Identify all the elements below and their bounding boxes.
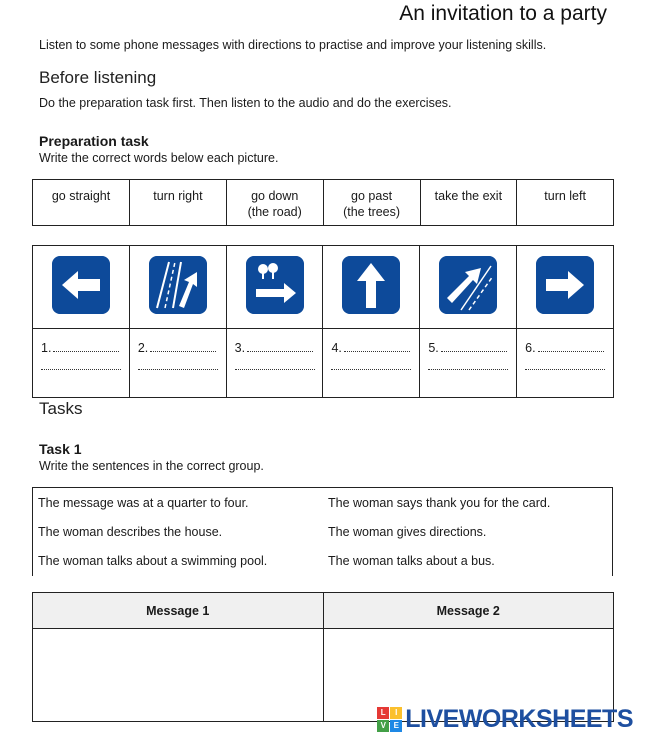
sentence-item[interactable]: The woman describes the house. bbox=[38, 525, 223, 539]
word-bank-cell bbox=[420, 180, 517, 226]
task1-heading: Task 1 bbox=[39, 441, 82, 457]
logo-blocks-icon bbox=[377, 707, 402, 732]
answer-line[interactable] bbox=[525, 369, 605, 370]
picture-cell bbox=[226, 246, 323, 329]
answer-line[interactable] bbox=[150, 341, 216, 352]
word-label: turn left bbox=[544, 189, 586, 203]
sentence-item[interactable]: The woman talks about a swimming pool. bbox=[38, 554, 268, 568]
word-bank-cell bbox=[323, 180, 420, 226]
answer-cell[interactable] bbox=[33, 329, 130, 398]
sentence-box bbox=[32, 487, 613, 576]
logo-block: V bbox=[377, 720, 389, 732]
answer-cell[interactable] bbox=[517, 329, 614, 398]
answer-cell[interactable] bbox=[323, 329, 420, 398]
logo-block: L bbox=[377, 707, 389, 719]
word-label-sub: (the road) bbox=[247, 205, 302, 219]
answer-line[interactable] bbox=[441, 341, 507, 352]
preparation-heading: Preparation task bbox=[39, 133, 149, 149]
right-arrow-sign-icon bbox=[536, 256, 594, 314]
picture-cell bbox=[129, 246, 226, 329]
picture-cell bbox=[323, 246, 420, 329]
before-listening-heading: Before listening bbox=[39, 68, 157, 87]
intro-text: Listen to some phone messages with directions to practise and improve your listening skills. bbox=[39, 38, 547, 52]
word-bank-cell bbox=[130, 180, 227, 226]
answer-number: 5. bbox=[428, 341, 439, 355]
diagonal-arrow-sign-icon bbox=[439, 256, 497, 314]
answer-cell[interactable] bbox=[129, 329, 226, 398]
answer-line[interactable] bbox=[235, 369, 315, 370]
word-label-sub: (the trees) bbox=[343, 205, 401, 219]
sentence-item[interactable]: The woman gives directions. bbox=[328, 525, 487, 539]
word-bank-cell bbox=[33, 180, 130, 226]
logo-block: I bbox=[390, 707, 402, 719]
picture-table bbox=[32, 245, 614, 398]
answer-number: 6. bbox=[525, 341, 536, 355]
picture-cell bbox=[33, 246, 130, 329]
answer-line[interactable] bbox=[247, 341, 313, 352]
answer-line[interactable] bbox=[538, 341, 604, 352]
answer-line[interactable] bbox=[138, 369, 218, 370]
word-label: go past bbox=[351, 189, 393, 203]
answer-line[interactable] bbox=[344, 341, 410, 352]
page-title: An invitation to a party bbox=[399, 2, 607, 25]
picture-cell bbox=[517, 246, 614, 329]
tasks-heading: Tasks bbox=[39, 399, 83, 418]
answer-number: 2. bbox=[137, 341, 149, 355]
answer-cell[interactable] bbox=[420, 329, 517, 398]
left-arrow-sign-icon bbox=[52, 256, 110, 314]
answer-line[interactable] bbox=[41, 369, 121, 370]
answer-number: 3. bbox=[234, 341, 246, 355]
trees-arrow-sign-icon bbox=[246, 256, 304, 314]
picture-cell bbox=[420, 246, 517, 329]
sentence-item[interactable]: The woman talks about a bus. bbox=[328, 554, 495, 568]
logo-block: E bbox=[390, 720, 402, 732]
message-1-header: Message 1 bbox=[33, 593, 324, 629]
task1-instruction: Write the sentences in the correct group. bbox=[39, 459, 264, 473]
answer-line[interactable] bbox=[331, 369, 411, 370]
message-2-header: Message 2 bbox=[323, 593, 614, 629]
word-label: go straight bbox=[51, 189, 111, 203]
sentence-item[interactable]: The message was at a quarter to four. bbox=[38, 496, 249, 510]
word-label: take the exit bbox=[434, 189, 503, 203]
word-bank-table bbox=[32, 179, 614, 226]
answer-line[interactable] bbox=[53, 341, 119, 352]
message-groups-table bbox=[32, 592, 614, 722]
logo-wordmark: LIVEWORKSHEETS bbox=[405, 704, 633, 733]
up-arrow-sign-icon bbox=[342, 256, 400, 314]
message-1-dropzone[interactable] bbox=[33, 629, 324, 722]
word-label: turn right bbox=[153, 189, 203, 203]
word-bank-cell bbox=[517, 180, 614, 226]
word-bank-cell bbox=[226, 180, 323, 226]
sentence-item[interactable]: The woman says thank you for the card. bbox=[328, 496, 551, 510]
exit-road-sign-icon bbox=[149, 256, 207, 314]
preparation-instruction: Write the correct words below each picture. bbox=[39, 151, 279, 165]
answer-number: 1. bbox=[41, 341, 52, 355]
answer-number: 4. bbox=[331, 341, 342, 355]
before-listening-text: Do the preparation task first. Then listen to the audio and do the exercises. bbox=[39, 96, 452, 110]
answer-cell[interactable] bbox=[226, 329, 323, 398]
liveworksheets-logo bbox=[377, 704, 633, 734]
word-label: go down bbox=[251, 189, 299, 203]
answer-line[interactable] bbox=[428, 369, 508, 370]
